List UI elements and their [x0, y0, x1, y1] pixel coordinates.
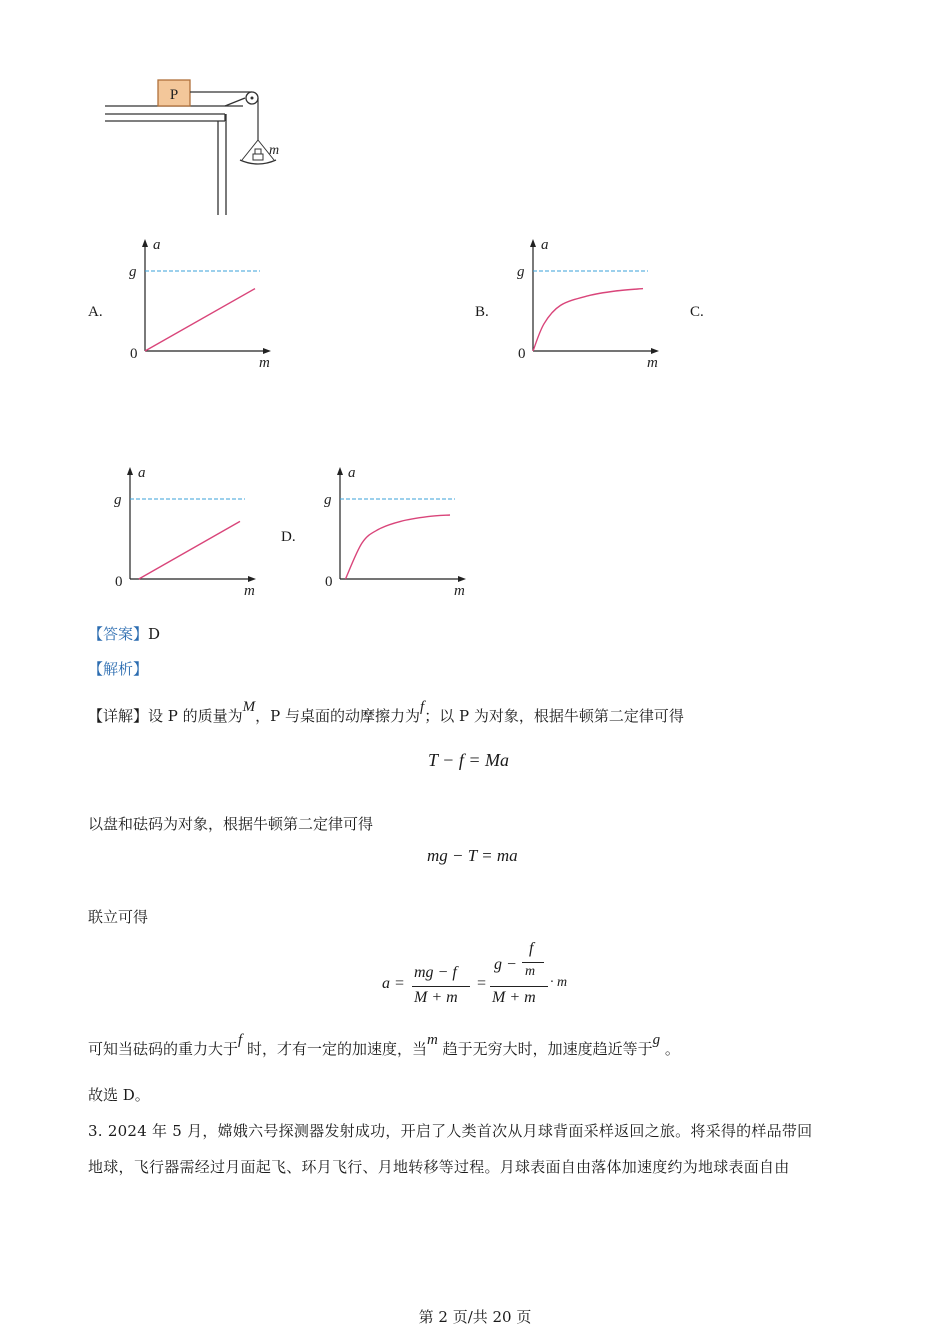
y-axis-arrow	[142, 239, 148, 247]
y-axis-arrow	[127, 467, 133, 475]
data-curve	[145, 289, 255, 351]
origin-label: 0	[115, 574, 123, 590]
mass-label: m	[269, 143, 280, 158]
l4-text-c: 趋于无穷大时，加速度趋近等于	[442, 1040, 653, 1058]
text-line-2: 以盘和砝码为对象，根据牛顿第二定律可得	[88, 815, 374, 833]
x-axis-arrow	[248, 576, 256, 582]
graph-a	[115, 233, 285, 373]
question-3-line-1: 3. 2024 年 5 月，嫦娥六号探测器发射成功，开启了人类首次从月球背面采样返回之旅。将采得的样品带回	[88, 1122, 813, 1140]
graph-b	[503, 233, 673, 373]
equation-2: mg − T = ma	[427, 846, 518, 865]
option-d-label: D.	[281, 529, 296, 545]
y-axis-label: a	[138, 465, 146, 481]
var-f: f	[420, 699, 425, 715]
x-axis-label: m	[647, 355, 658, 371]
l4-var-g: g	[652, 1032, 661, 1048]
eq3-num2a: g −	[494, 956, 517, 973]
eq3-num1: mg − f	[414, 964, 457, 981]
weight-top	[255, 149, 261, 154]
eq3-inner-bar	[522, 962, 544, 963]
option-c-label: C.	[690, 304, 704, 320]
page-footer: 第 2 页/共 20 页	[418, 1308, 532, 1326]
l4-text-d: 。	[664, 1040, 680, 1058]
y-axis-label: a	[153, 237, 161, 253]
option-b-label: B.	[475, 304, 489, 320]
pan	[240, 160, 276, 164]
x-axis-arrow	[458, 576, 466, 582]
graph-d	[310, 461, 480, 601]
eq3-den1: M + m	[414, 989, 458, 1006]
data-curve	[533, 289, 643, 351]
data-curve	[139, 521, 240, 579]
y-axis-label: a	[541, 237, 549, 253]
x-axis-arrow	[263, 348, 271, 354]
answer-line	[88, 624, 160, 644]
x-axis-label: m	[244, 583, 255, 599]
block-label: P	[169, 87, 179, 103]
answer-tag: 【答案】	[88, 625, 149, 643]
detail-text-1: 设 P 的质量为	[148, 707, 243, 725]
weight-bottom	[253, 154, 263, 160]
l4-var-f: f	[238, 1032, 243, 1048]
origin-label: 0	[325, 574, 333, 590]
asymptote-label: g	[114, 492, 122, 508]
asymptote-label: g	[129, 264, 137, 280]
eq3-lhs: a =	[382, 975, 405, 992]
eq3-eq: =	[476, 975, 487, 992]
x-axis-label: m	[454, 583, 465, 599]
eq3-bar1	[412, 986, 470, 987]
l4-text-b: 时，才有一定的加速度，当	[246, 1040, 427, 1058]
analysis-tag: 【解析】	[88, 660, 149, 678]
eq3-bar2	[490, 986, 548, 987]
text-line-4	[88, 1032, 680, 1060]
option-a-label: A.	[88, 304, 103, 320]
question-3-line-2: 地球，飞行器需经过月面起飞、环月飞行、月地转移等过程。月球表面自由落体加速度约为地球表面自由	[88, 1158, 790, 1176]
pulley-axle	[251, 97, 254, 100]
eq3-inner-num: f	[529, 940, 534, 957]
eq3-tail: · m	[550, 975, 568, 990]
origin-label: 0	[518, 346, 526, 362]
answer-value: D	[148, 625, 161, 643]
pulley-bracket	[225, 98, 245, 106]
y-axis-arrow	[530, 239, 536, 247]
text-line-3: 联立可得	[88, 908, 149, 926]
apparatus-figure	[95, 70, 305, 220]
equation-1: T − f = Ma	[428, 750, 509, 770]
eq3-den2: M + m	[492, 989, 536, 1006]
text-line-5: 故选 D。	[88, 1086, 150, 1104]
asymptote-label: g	[324, 492, 332, 508]
detail-tag: 【详解】	[88, 707, 149, 725]
var-M: M	[242, 699, 256, 715]
eq3-inner-den: m	[525, 964, 536, 979]
l4-text-a: 可知当砝码的重力大于	[88, 1040, 239, 1058]
detail-text-2: ，P 与桌面的动摩擦力为	[255, 707, 421, 725]
y-axis-label: a	[348, 465, 356, 481]
x-axis-label: m	[259, 355, 270, 371]
origin-label: 0	[130, 346, 138, 362]
data-curve	[346, 515, 451, 579]
detail-line	[88, 699, 684, 727]
equation-3	[380, 940, 580, 1012]
graph-c	[100, 461, 270, 601]
x-axis-arrow	[651, 348, 659, 354]
detail-text-3: ；以 P 为对象，根据牛顿第二定律可得	[424, 707, 684, 725]
asymptote-label: g	[517, 264, 525, 280]
l4-var-m: m	[426, 1032, 438, 1048]
y-axis-arrow	[337, 467, 343, 475]
